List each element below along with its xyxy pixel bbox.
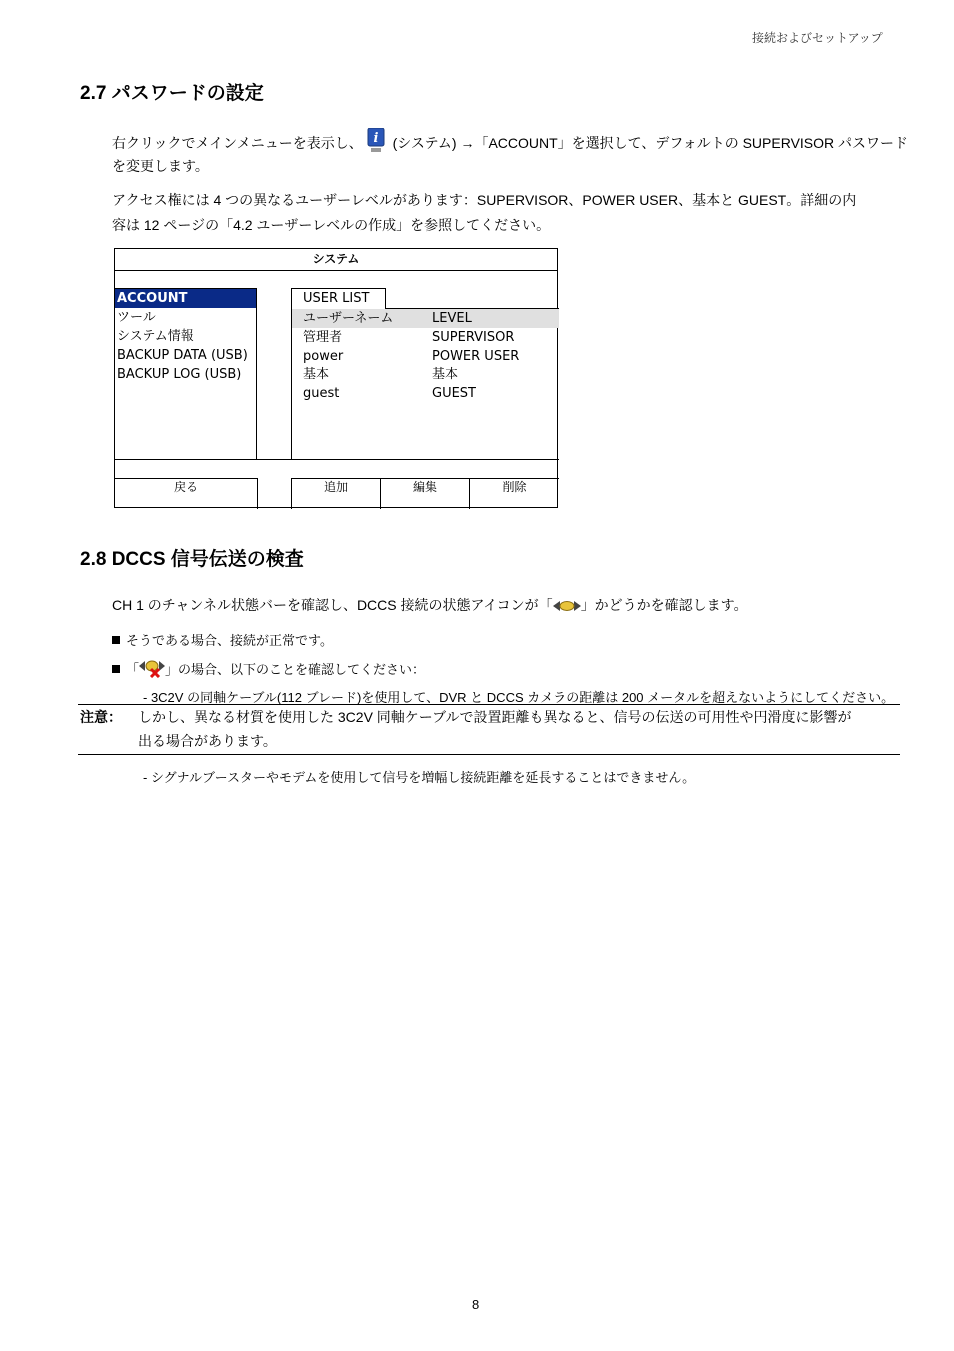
section-2-7-title: 2.7 パスワードの設定 [80, 83, 264, 104]
section-2-7-paragraph-1 [112, 128, 908, 155]
table-row[interactable] [292, 384, 559, 403]
row-level: SUPERVISOR [432, 330, 515, 345]
back-button[interactable]: 戻る [115, 478, 258, 509]
menu-item-system-info[interactable]: システム情報 [117, 329, 194, 344]
bullet-text-a: 「 [126, 662, 140, 677]
dccs-connected-icon [553, 595, 581, 619]
note-text-line-1: しかし、異なる材質を使用した 3C2V 同軸ケーブルで設置距離も異なると、信号の伝送の可用性や円滑度に影響が [138, 709, 852, 725]
menu-item-backup-log[interactable]: BACKUP LOG (USB) [117, 367, 242, 382]
menu-item-account[interactable]: ACCOUNT [115, 289, 256, 308]
bullet-marker [112, 665, 120, 673]
bullet-text-b: 」の場合、以下のことを確認してください： [165, 662, 426, 677]
table-row[interactable] [292, 347, 559, 366]
dialog-title: システム [115, 249, 557, 271]
section-2-7-paragraph-2-cont: 容は 12 ページの「4.2 ユーザーレベルの作成」を参照してください。 [112, 217, 551, 233]
tab-user-list[interactable]: USER LIST [291, 288, 386, 309]
page-number: 8 [472, 1297, 480, 1312]
row-level: 基本 [432, 367, 459, 382]
note-bottom-rule [78, 754, 900, 755]
user-list-header [292, 309, 559, 328]
section-2-8-paragraph [112, 593, 748, 619]
table-row[interactable] [292, 365, 559, 384]
table-row[interactable] [292, 328, 559, 347]
row-username: power [303, 349, 344, 364]
section-2-7-paragraph-2: アクセス権には 4 つの異なるユーザーレベルがあります：SUPERVISOR、POWER USER、基本と GUEST。詳細の内 [112, 192, 857, 208]
edit-button[interactable]: 編集 [380, 478, 470, 509]
row-username: 基本 [303, 367, 330, 382]
bullet-disconnected [112, 658, 425, 681]
delete-button[interactable]: 削除 [469, 478, 559, 509]
p-text-a: CH 1 のチャンネル状態バーを確認し、DCCS 接続の状態アイコンが「 [112, 597, 553, 613]
bullet-marker [112, 636, 120, 644]
system-info-icon [367, 128, 385, 152]
system-menu [115, 288, 257, 460]
p1-text-b: (システム) →「ACCOUNT」を選択して、デフォルトの SUPERVISOR パスワード [388, 135, 909, 151]
row-level: POWER USER [432, 349, 520, 364]
row-username: guest [303, 386, 340, 401]
section-2-7-paragraph-1-cont: を変更します。 [112, 158, 209, 174]
dccs-disconnected-icon [139, 658, 165, 681]
svg-text:i: i [373, 131, 379, 146]
running-header: 接続およびセットアップ [752, 31, 883, 45]
p-text-b: 」かどうかを確認します。 [580, 597, 748, 613]
dash-item-2: - シグナルブースターやモデムを使用して信号を増幅し接続距離を延長することはできません。 [143, 770, 696, 785]
note-text-line-2: 出る場合があります。 [138, 733, 277, 749]
dash-item-1: - 3C2V の同軸ケーブル(112 ブレード)を使用して、DVR と DCCS カメラの距離は 200 メータルを超えないようにしてください。 [143, 690, 895, 705]
system-dialog [114, 248, 558, 508]
bullet-text: そうである場合、接続が正常です。 [126, 633, 333, 648]
bullet-connected [112, 630, 333, 649]
add-button[interactable]: 追加 [291, 478, 381, 509]
section-2-8-title: 2.8 DCCS 信号伝送の検査 [80, 549, 304, 570]
dialog-divider [115, 459, 557, 460]
column-level: LEVEL [432, 311, 472, 326]
row-username: 管理者 [303, 330, 343, 345]
note-label: 注意： [80, 709, 122, 725]
column-username: ユーザーネーム [303, 311, 394, 326]
menu-item-backup-data[interactable]: BACKUP DATA (USB) [117, 348, 248, 363]
menu-item-tools[interactable]: ツール [117, 310, 156, 325]
p1-text-a: 右クリックでメインメニューを表示し、 [112, 135, 363, 151]
user-list [291, 308, 559, 460]
row-level: GUEST [432, 386, 476, 401]
